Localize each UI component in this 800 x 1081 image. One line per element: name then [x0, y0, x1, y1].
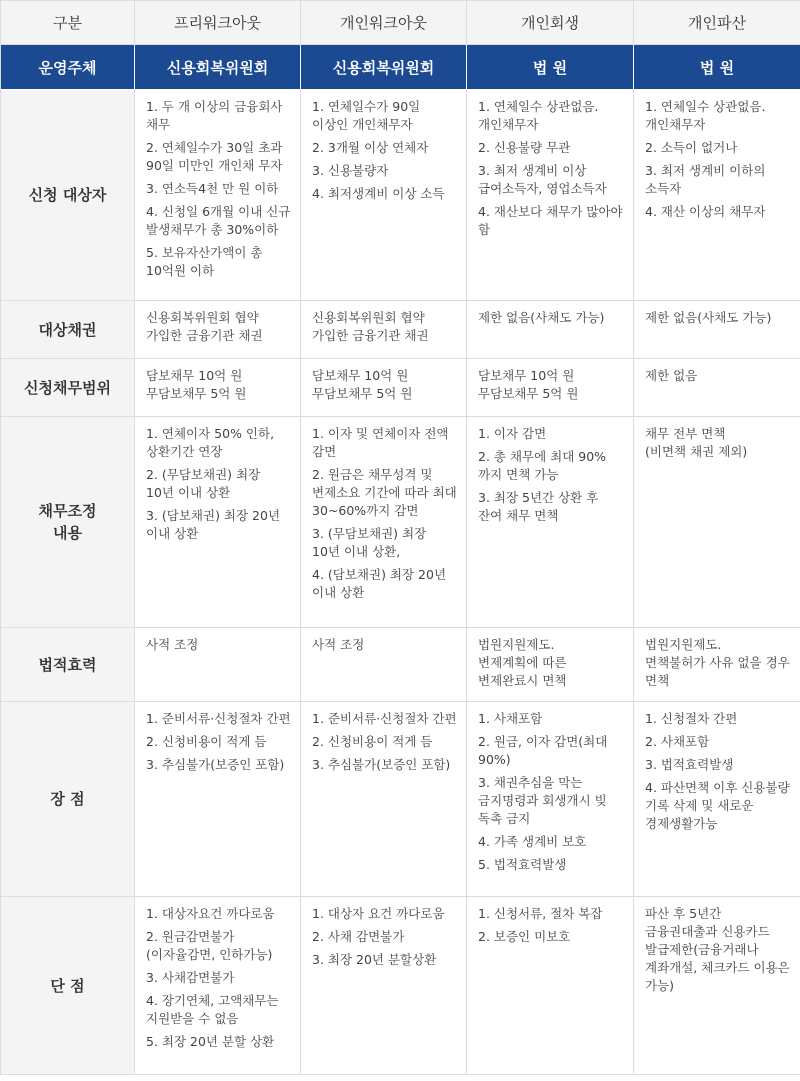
header-personal-bankruptcy: 개인파산: [634, 1, 800, 45]
cell-disadvantages-pre-workout: [135, 897, 301, 1075]
list-item: 3. 추심불가(보증인 포함): [146, 757, 285, 772]
cell-legal-effect-pre-workout: [135, 628, 301, 702]
list-item: 3. 채권추심을 막는 금지명령과 회생개시 빚 독촉 금지: [478, 775, 607, 826]
row-label-advantages: 장 점: [1, 702, 135, 897]
list-item: 1. 준비서류·신청절차 간편: [312, 711, 457, 726]
cell-text: 파산 후 5년간 금융권대출과 신용카드 발급제한(금융거래나 계좌개설, 체크카드 이용은 가능): [645, 906, 790, 993]
list-item: 1. 연체일수가 90일 이상인 개인채무자: [312, 99, 421, 132]
cell-text: 신용회복위원회 협약 가입한 금융기관 채권: [312, 310, 429, 343]
cell-list: [478, 425, 625, 525]
list-item: 4. (담보채권) 최장 20년 이내 상환: [312, 567, 447, 600]
cell-advantages-personal-workout: [301, 702, 467, 897]
cell-list: [146, 425, 292, 543]
operator-pre-workout: 신용회복위원회: [135, 45, 301, 90]
cell-debt-range-personal-rehabilitation: [467, 359, 634, 417]
cell-list: [312, 905, 458, 969]
list-item: 1. 신청서류, 절차 복잡: [478, 906, 603, 921]
cell-text: 법원지원제도. 변제계획에 따른 변제완료시 면책: [478, 637, 567, 688]
cell-target-claims-pre-workout: [135, 301, 301, 359]
list-item: 3. 연소득4천 만 원 이하: [146, 181, 279, 196]
cell-list: [478, 905, 625, 946]
cell-text: 사적 조정: [146, 637, 199, 652]
table-row-advantages: [1, 702, 800, 897]
cell-list: [146, 710, 292, 774]
cell-adjustment-personal-workout: [301, 417, 467, 628]
cell-text: 신용회복위원회 협약 가입한 금융기관 채권: [146, 310, 263, 343]
list-item: 1. 이자 및 연체이자 전액 감면: [312, 426, 449, 459]
row-label-adjustment: 채무조정 내용: [1, 417, 135, 628]
list-item: 5. 최장 20년 분할 상환: [146, 1034, 275, 1049]
list-item: 1. 연체이자 50% 인하, 상환기간 연장: [146, 426, 275, 459]
table-row-legal-effect: [1, 628, 800, 702]
cell-text: 제한 없음(사채도 가능): [645, 310, 772, 325]
row-label-legal-effect: 법적효력: [1, 628, 135, 702]
table-body: [1, 90, 800, 1075]
list-item: 4. 파산면책 이후 신용불량 기록 삭제 및 새로운 경제생활가능: [645, 780, 790, 831]
list-item: 3. 최장 5년간 상환 후 잔여 채무 면책: [478, 490, 599, 523]
cell-text: 담보채무 10억 원 무담보채무 5억 원: [146, 368, 247, 401]
cell-applicant-personal-rehabilitation: [467, 90, 634, 301]
cell-text: 사적 조정: [312, 637, 365, 652]
list-item: 3. (담보채권) 최장 20년 이내 상환: [146, 508, 281, 541]
table-row-adjustment: [1, 417, 800, 628]
list-item: 5. 법적효력발생: [478, 857, 567, 872]
list-item: 3. 최장 20년 분할상환: [312, 952, 437, 967]
header-pre-workout: 프리워크아웃: [135, 1, 301, 45]
cell-legal-effect-personal-workout: [301, 628, 467, 702]
header-personal-rehabilitation: 개인회생: [467, 1, 634, 45]
list-item: 2. 소득이 없거나: [645, 140, 738, 155]
header-category: 구분: [1, 1, 135, 45]
list-item: 2. 보증인 미보호: [478, 929, 571, 944]
operator-personal-workout: 신용회복위원회: [301, 45, 467, 90]
list-item: 2. 신용불량 무관: [478, 140, 571, 155]
list-item: 1. 신청절차 간편: [645, 711, 738, 726]
list-item: 2. 사채 감면불가: [312, 929, 405, 944]
cell-applicant-personal-bankruptcy: [634, 90, 800, 301]
list-item: 2. 원금, 이자 감면(최대 90%): [478, 734, 608, 767]
list-item: 5. 보유자산가액이 총 10억원 이하: [146, 245, 263, 278]
list-item: 1. 이자 감면: [478, 426, 547, 441]
table-row-debt-range: [1, 359, 800, 417]
cell-target-claims-personal-rehabilitation: [467, 301, 634, 359]
cell-list: [645, 710, 792, 833]
header-row: [1, 1, 800, 45]
table-row-target-claims: [1, 301, 800, 359]
table-row-disadvantages: [1, 897, 800, 1075]
cell-target-claims-personal-bankruptcy: [634, 301, 800, 359]
list-item: 1. 사채포함: [478, 711, 543, 726]
list-item: 1. 연체일수 상관없음. 개인채무자: [478, 99, 599, 132]
cell-text: 제한 없음(사채도 가능): [478, 310, 605, 325]
header-personal-workout: 개인워크아웃: [301, 1, 467, 45]
list-item: 4. 재산 이상의 채무자: [645, 204, 766, 219]
cell-list: [312, 710, 458, 774]
list-item: 3. 신용불량자: [312, 163, 389, 178]
row-label-disadvantages: 단 점: [1, 897, 135, 1075]
cell-legal-effect-personal-bankruptcy: [634, 628, 800, 702]
cell-disadvantages-personal-workout: [301, 897, 467, 1075]
row-label-applicant: 신청 대상자: [1, 90, 135, 301]
cell-list: [478, 710, 625, 874]
cell-text: 담보채무 10억 원 무담보채무 5억 원: [478, 368, 579, 401]
list-item: 3. 법적효력발생: [645, 757, 734, 772]
list-item: 1. 연체일수 상관없음. 개인채무자: [645, 99, 766, 132]
table-row-applicant: [1, 90, 800, 301]
operator-row: [1, 45, 800, 90]
cell-debt-range-pre-workout: [135, 359, 301, 417]
cell-advantages-personal-bankruptcy: [634, 702, 800, 897]
list-item: 2. (무담보채권) 최장 10년 이내 상환: [146, 467, 261, 500]
list-item: 2. 원금감면불가 (이자율감면, 인하가능): [146, 929, 273, 962]
list-item: 1. 대상자요건 까다로움: [146, 906, 275, 921]
list-item: 4. 장기연체, 고액채무는 지원받을 수 없음: [146, 993, 279, 1026]
cell-list: [146, 905, 292, 1051]
operator-personal-rehabilitation: 법 원: [467, 45, 634, 90]
list-item: 2. 총 채무에 최대 90%까지 면책 가능: [478, 449, 607, 482]
cell-advantages-personal-rehabilitation: [467, 702, 634, 897]
list-item: 2. 신청비용이 적게 듬: [312, 734, 433, 749]
cell-adjustment-pre-workout: [135, 417, 301, 628]
list-item: 2. 신청비용이 적게 듬: [146, 734, 267, 749]
list-item: 2. 연체일수가 30일 초과 90일 미만인 개인채 무자: [146, 140, 283, 173]
cell-debt-range-personal-bankruptcy: [634, 359, 800, 417]
operator-label: 운영주체: [1, 45, 135, 90]
list-item: 3. 사채감면불가: [146, 970, 235, 985]
list-item: 1. 준비서류·신청절차 간편: [146, 711, 291, 726]
cell-adjustment-personal-bankruptcy: [634, 417, 800, 628]
list-item: 2. 사채포함: [645, 734, 710, 749]
cell-disadvantages-personal-rehabilitation: [467, 897, 634, 1075]
list-item: 1. 대상자 요건 까다로움: [312, 906, 445, 921]
cell-text: 담보채무 10억 원 무담보채무 5억 원: [312, 368, 413, 401]
list-item: 3. 최저 생계비 이하의 소득자: [645, 163, 766, 196]
cell-text: 채무 전부 면책 (비면책 채권 제외): [645, 426, 748, 459]
cell-list: [645, 98, 792, 221]
cell-applicant-personal-workout: [301, 90, 467, 301]
cell-legal-effect-personal-rehabilitation: [467, 628, 634, 702]
cell-list: [312, 98, 458, 203]
cell-target-claims-personal-workout: [301, 301, 467, 359]
list-item: 2. 3개월 이상 연체자: [312, 140, 429, 155]
cell-text: 제한 없음: [645, 368, 698, 383]
cell-debt-range-personal-workout: [301, 359, 467, 417]
list-item: 4. 최저생계비 이상 소득: [312, 186, 445, 201]
list-item: 4. 신청일 6개월 이내 신규 발생채무가 총 30%이하: [146, 204, 291, 237]
cell-list: [478, 98, 625, 239]
list-item: 3. (무담보채권) 최장 10년 이내 상환,: [312, 526, 427, 559]
cell-list: [146, 98, 292, 280]
cell-list: [312, 425, 458, 602]
cell-applicant-pre-workout: [135, 90, 301, 301]
list-item: 3. 추심불가(보증인 포함): [312, 757, 451, 772]
list-item: 1. 두 개 이상의 금융회사 채무: [146, 99, 283, 132]
cell-disadvantages-personal-bankruptcy: [634, 897, 800, 1075]
cell-advantages-pre-workout: [135, 702, 301, 897]
list-item: 3. 최저 생계비 이상 급여소득자, 영업소득자: [478, 163, 607, 196]
cell-text: 법원지원제도. 면책불허가 사유 없을 경우 면책: [645, 637, 790, 688]
list-item: 4. 재산보다 채무가 많아야 함: [478, 204, 623, 237]
list-item: 4. 가족 생계비 보호: [478, 834, 587, 849]
list-item: 2. 원금은 채무성격 및 변제소요 기간에 따라 최대 30~60%까지 감면: [312, 467, 457, 518]
row-label-target-claims: 대상채권: [1, 301, 135, 359]
operator-personal-bankruptcy: 법 원: [634, 45, 800, 90]
cell-adjustment-personal-rehabilitation: [467, 417, 634, 628]
row-label-debt-range: 신청채무범위: [1, 359, 135, 417]
